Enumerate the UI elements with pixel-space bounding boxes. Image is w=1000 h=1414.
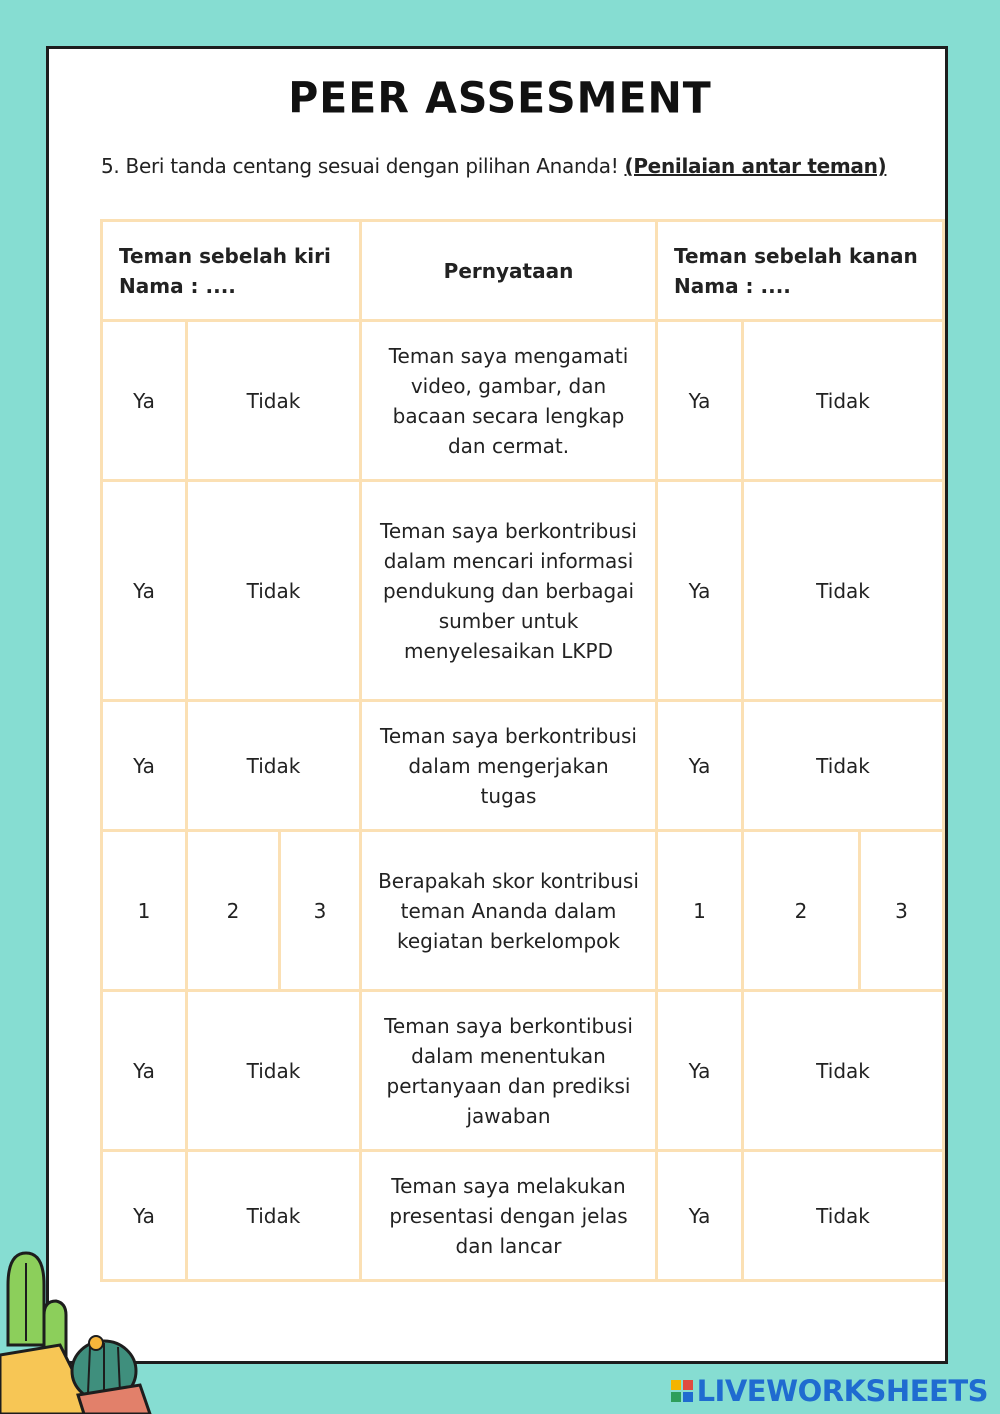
right-option-ya[interactable]: Ya [657, 1151, 743, 1281]
right-option-ya[interactable]: Ya [657, 481, 743, 701]
right-option-tidak[interactable]: Tidak [743, 701, 944, 831]
right-option-ya[interactable]: Ya [657, 701, 743, 831]
left-option-tidak[interactable]: Tidak [187, 481, 361, 701]
table-row [102, 321, 944, 481]
left-option-tidak[interactable]: Tidak [187, 991, 361, 1151]
left-option-ya[interactable]: Ya [102, 1151, 187, 1281]
header-statement: Pernyataan [361, 221, 657, 321]
statement: Teman saya berkontribusi dalam mencari informasi pendukung dan berbagai sumber untuk menyelesaikan LKPD [361, 481, 657, 701]
table-row [102, 991, 944, 1151]
right-score-2[interactable]: 2 [743, 831, 860, 991]
table-row [102, 481, 944, 701]
table-row [102, 701, 944, 831]
right-option-tidak[interactable]: Tidak [743, 991, 944, 1151]
statement: Teman saya berkontibusi dalam menentukan pertanyaan dan prediksi jawaban [361, 991, 657, 1151]
assessment-table [100, 219, 945, 1282]
header-right: Teman sebelah kanan Nama : .... [657, 221, 944, 321]
table-row [102, 1151, 944, 1281]
right-option-ya[interactable]: Ya [657, 991, 743, 1151]
header-left: Teman sebelah kiri Nama : .... [102, 221, 361, 321]
right-score-1[interactable]: 1 [657, 831, 743, 991]
liveworksheets-logo-icon [671, 1380, 693, 1402]
brand-name: LIVEWORKSHEETS [696, 1374, 988, 1408]
right-option-tidak[interactable]: Tidak [743, 1151, 944, 1281]
left-score-3[interactable]: 3 [280, 831, 361, 991]
right-option-tidak[interactable]: Tidak [743, 321, 944, 481]
right-score-3[interactable]: 3 [860, 831, 944, 991]
statement: Teman saya berkontribusi dalam mengerjakan tugas [361, 701, 657, 831]
statement: Teman saya mengamati video, gambar, dan bacaan secara lengkap dan cermat. [361, 321, 657, 481]
table-header-row [102, 221, 944, 321]
instruction-emphasis: (Penilaian antar teman) [624, 154, 887, 178]
statement: Berapakah skor kontribusi teman Ananda dalam kegiatan berkelompok [361, 831, 657, 991]
left-option-tidak[interactable]: Tidak [187, 701, 361, 831]
cactus-icon [0, 1245, 160, 1414]
right-option-tidak[interactable]: Tidak [743, 481, 944, 701]
instruction-text: 5. Beri tanda centang sesuai dengan pilihan Ananda! [101, 154, 625, 178]
right-option-ya[interactable]: Ya [657, 321, 743, 481]
page-title: PEER ASSESMENT [288, 72, 712, 124]
left-option-ya[interactable]: Ya [102, 481, 187, 701]
brand[interactable] [671, 1374, 988, 1408]
instruction [101, 154, 886, 178]
left-option-ya[interactable]: Ya [102, 991, 187, 1151]
left-option-tidak[interactable]: Tidak [187, 1151, 361, 1281]
statement: Teman saya melakukan presentasi dengan jelas dan lancar [361, 1151, 657, 1281]
table-row [102, 831, 944, 991]
left-option-ya[interactable]: Ya [102, 321, 187, 481]
left-option-ya[interactable]: Ya [102, 701, 187, 831]
left-score-1[interactable]: 1 [102, 831, 187, 991]
left-score-2[interactable]: 2 [187, 831, 280, 991]
left-option-tidak[interactable]: Tidak [187, 321, 361, 481]
